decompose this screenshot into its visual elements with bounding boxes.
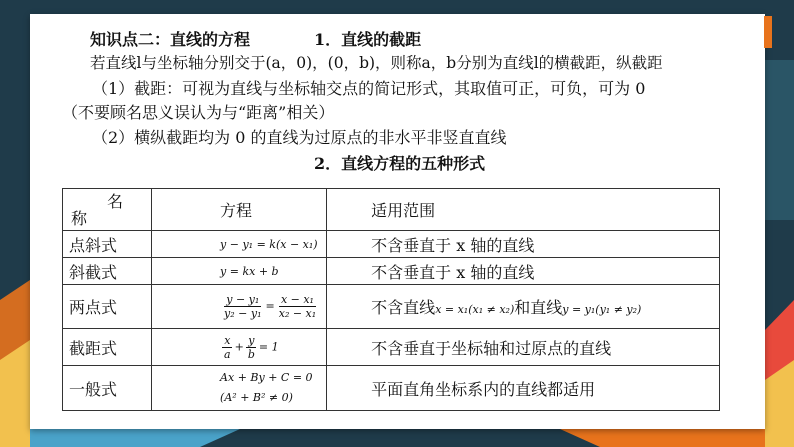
row-range: 不含垂直于坐标轴和过原点的直线	[327, 329, 720, 366]
row-equation: y − y₁ = k(x − x₁)	[152, 231, 327, 258]
frac-numerator: x − x₁	[280, 293, 314, 306]
header-equation: 方程	[152, 189, 327, 231]
frac-numerator: y	[248, 333, 255, 347]
header-name-cell	[63, 189, 152, 231]
row-name: 斜截式	[63, 258, 152, 285]
frac-denominator: b	[247, 347, 255, 361]
frac-numerator: y − y₁	[226, 293, 260, 306]
line-equation-forms-table	[62, 188, 720, 411]
range-eq-vertical: x = x₁(x₁ ≠ x₂)	[435, 303, 515, 316]
range-prefix: 不含直线	[371, 298, 436, 317]
range-mid: 和直线	[514, 298, 563, 317]
knowledge-point-title: 知识点二：直线的方程	[90, 30, 251, 49]
intercept-definition: 若直线l与坐标轴分别交于(a，0)，(0，b)，则称a，b分别为直线l的横截距，纵截距	[90, 54, 663, 72]
general-equation-condition: (A² + B² ≠ 0)	[220, 391, 293, 404]
row-equation: y = kx + b	[152, 258, 327, 285]
table-row	[63, 329, 720, 366]
table-row	[63, 231, 720, 258]
frac-denominator: y₂ − y₁	[224, 307, 262, 320]
range-eq-horizontal: y = y₁(y₁ ≠ y₂)	[562, 303, 642, 316]
table-row	[63, 258, 720, 285]
row-range: 不含垂直于 x 轴的直线	[327, 258, 720, 285]
frac-denominator: x₂ − x₁	[278, 307, 317, 320]
row-equation: $\frac{\text{y − y₁}}{\text{y₂ − y₁}}$ = $\frac{\text{x − x₁}}{\text{x₂ − x₁}}$	[152, 285, 327, 329]
row-name: 一般式	[63, 366, 152, 411]
header-range: 适用范围	[327, 189, 720, 231]
row-range	[327, 285, 720, 329]
table-row	[63, 285, 720, 329]
frac-numerator: x	[224, 333, 231, 347]
intercept-note-1: （1）截距：可视为直线与坐标轴交点的简记形式，其取值可正，可负，可为 0	[92, 79, 646, 98]
row-equation: $\frac{x}{a}$ + $\frac{y}{b}$ = 1	[152, 329, 327, 366]
accent-bar	[764, 16, 772, 48]
row-name: 两点式	[63, 285, 152, 329]
row-equation	[152, 366, 327, 411]
header-name-top: 名	[107, 191, 124, 211]
general-equation: Ax + By + C = 0	[220, 371, 313, 384]
row-range: 平面直角坐标系内的直线都适用	[327, 366, 720, 411]
eq-tail: = 1	[258, 340, 279, 353]
row-range: 不含垂直于 x 轴的直线	[327, 231, 720, 258]
intercept-note-1-cont: （不要顾名思义误认为与“距离”相关）	[62, 103, 335, 122]
row-name: 截距式	[63, 329, 152, 366]
table-header-row	[63, 189, 720, 231]
row-name: 点斜式	[63, 231, 152, 258]
section-title: 2．直线方程的五种形式	[314, 154, 486, 173]
frac-denominator: a	[224, 347, 231, 361]
intercept-note-2: （2）横纵截距均为 0 的直线为过原点的非水平非竖直直线	[92, 128, 507, 147]
table-row	[63, 366, 720, 411]
intercept-heading: 1．直线的截距	[314, 30, 422, 49]
header-name-bottom: 称	[71, 208, 88, 228]
